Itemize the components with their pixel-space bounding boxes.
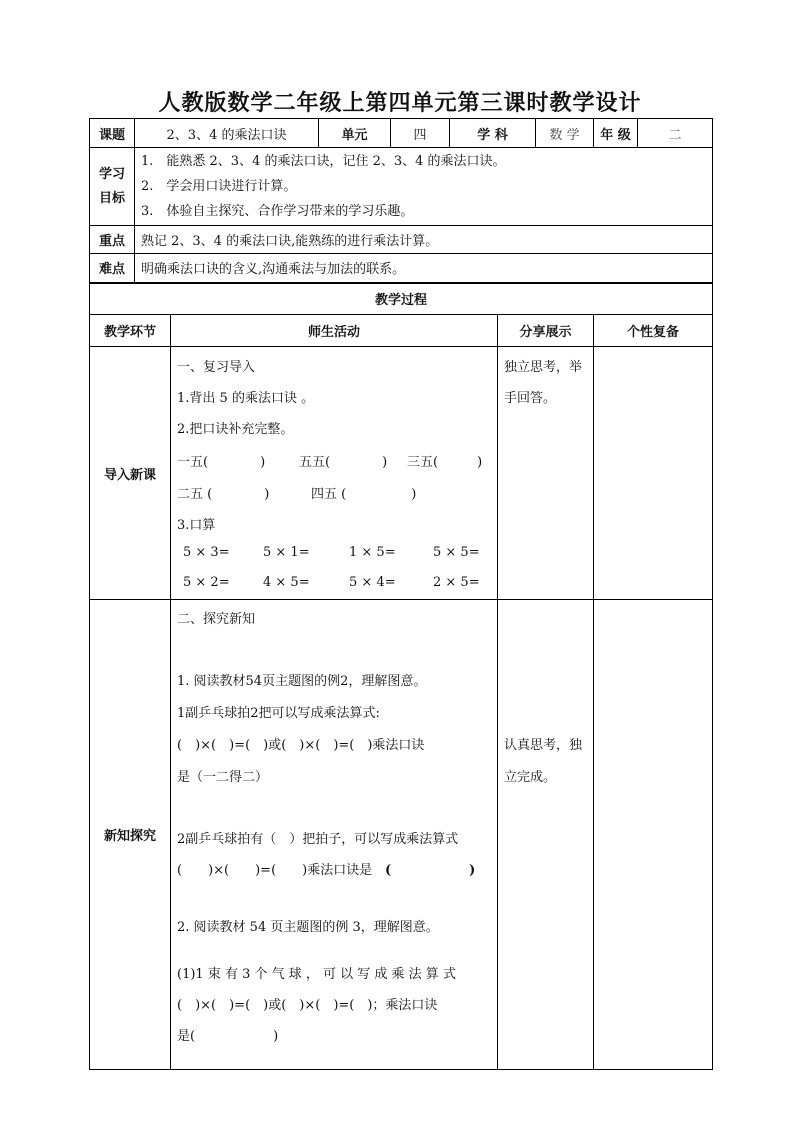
- key-point-label: 重点: [90, 226, 135, 254]
- fill-item: 三五( ): [407, 455, 483, 470]
- objectives-row: [90, 148, 713, 226]
- unit-label: 单元: [319, 119, 391, 148]
- difficulty-label: 难点: [90, 254, 135, 283]
- subject-value: 数 学: [536, 119, 594, 148]
- key-point-row: [90, 226, 713, 254]
- explore-p2: 1副乒乓球拍2把可以写成乘法算式:: [177, 706, 380, 721]
- explore-p8: (1)1 束 有 3 个 气 球 ， 可 以 写 成 乘 法 算 式: [177, 967, 456, 982]
- objective-item: 3. 体验自主探究、合作学习带来的学习乐趣。: [141, 204, 414, 219]
- calc-item: 5 × 3=: [183, 545, 230, 560]
- explore-p3: ( )×( )=( )或( )×( )=( )乘法口诀: [177, 738, 425, 753]
- grade-label: 年 级: [594, 119, 638, 148]
- grade-value: 二: [638, 119, 713, 148]
- explore-p9: ( )×( )=( )或( )×( )=( )；乘法口诀: [177, 998, 438, 1013]
- intro-line2: 2.把口诀补充完整。: [177, 422, 294, 437]
- key-point-text: 熟记 2、3、4 的乘法口诀,能熟练的进行乘法计算。: [135, 226, 713, 254]
- explore-activity: [171, 600, 498, 1070]
- intro-heading: 一、复习导入: [177, 360, 256, 375]
- explore-p10: 是( ): [177, 1029, 279, 1044]
- lesson-plan-table: [89, 118, 713, 1070]
- header-row: [90, 119, 713, 148]
- calc-item: 2 × 5=: [433, 575, 480, 590]
- objective-item: 2. 学会用口诀进行计算。: [141, 179, 297, 194]
- calc-item: 5 × 4=: [349, 575, 396, 590]
- difficulty-text: 明确乘法口诀的含义,沟通乘法与加法的联系。: [135, 254, 713, 283]
- objectives-content: [135, 148, 713, 226]
- objectives-label-line2: 目标: [98, 190, 125, 206]
- difficulty-row: [90, 254, 713, 283]
- intro-share-line1: 独立思考，举: [504, 360, 583, 375]
- explore-p6b: ( ): [385, 863, 476, 878]
- fill-item: 二五 ( ): [177, 487, 270, 502]
- fill-item: 四五 ( ): [311, 487, 417, 502]
- intro-line3: 3.口算: [177, 518, 216, 533]
- explore-p7: 2. 阅读教材 54 页主题图的例 3，理解图意。: [177, 920, 439, 935]
- intro-share: [498, 347, 594, 600]
- explore-share: [498, 600, 594, 1070]
- explore-heading: 二、探究新知: [177, 612, 256, 627]
- topic-label: 课题: [90, 119, 135, 148]
- explore-p4: 是（一二得二）: [177, 770, 269, 785]
- objectives-label-line1: 学习: [98, 166, 125, 182]
- intro-activity: [171, 347, 498, 600]
- explore-prep: [594, 600, 713, 1070]
- process-title: 教学过程: [90, 283, 713, 315]
- intro-share-line2: 手回答。: [504, 391, 557, 406]
- explore-share-line2: 立完成。: [504, 770, 557, 785]
- explore-share-line1: 认真思考，独: [504, 738, 583, 753]
- explore-p6a: ( )×( )=( )乘法口诀是: [177, 863, 373, 878]
- intro-row: [90, 347, 713, 600]
- unit-value: 四: [391, 119, 450, 148]
- topic-value: 2、3、4 的乘法口诀: [135, 119, 319, 148]
- subject-label: 学 科: [450, 119, 536, 148]
- objective-item: 1. 能熟悉 2、3、4 的乘法口诀，记住 2、3、4 的乘法口诀。: [141, 154, 506, 169]
- intro-stage: 导入新课: [90, 347, 171, 600]
- explore-p5: 2副乒乓球拍有（ ）把拍子，可以写成乘法算式: [177, 832, 459, 847]
- document-title: 人教版数学二年级上第四单元第三课时教学设计: [158, 91, 642, 116]
- header-activity: 师生活动: [171, 315, 498, 347]
- calc-item: 1 × 5=: [349, 545, 396, 560]
- header-prep: 个性复备: [594, 315, 713, 347]
- calc-item: 5 × 1=: [263, 545, 310, 560]
- process-header-row: [90, 315, 713, 347]
- process-title-row: [90, 283, 713, 315]
- intro-line1: 1.背出 5 的乘法口诀 。: [177, 391, 315, 406]
- objectives-label: [90, 148, 135, 226]
- explore-p1: 1. 阅读教材54页主题图的例2，理解图意。: [177, 674, 427, 689]
- header-stage: 教学环节: [90, 315, 171, 347]
- fill-item: 五五( ): [299, 455, 388, 470]
- fill-item: 一五( ): [177, 455, 266, 470]
- header-share: 分享展示: [498, 315, 594, 347]
- explore-row: [90, 600, 713, 1070]
- intro-prep: [594, 347, 713, 600]
- calc-item: 5 × 2=: [183, 575, 230, 590]
- calc-item: 4 × 5=: [263, 575, 310, 590]
- explore-stage: 新知探究: [90, 600, 171, 1070]
- calc-item: 5 × 5=: [433, 545, 480, 560]
